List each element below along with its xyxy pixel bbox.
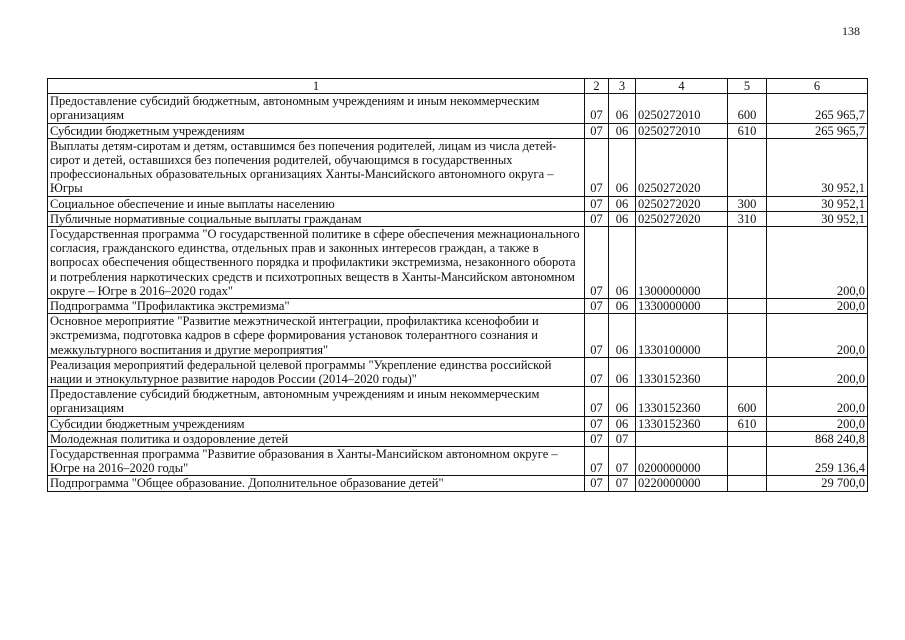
row-expense-type: 310: [728, 211, 767, 226]
header-col-2: 2: [585, 79, 609, 94]
row-name: Реализация мероприятий федеральной целевой программы "Укрепление единства российской нации и этнокультурное развитие народов России (2014–2020 годы)": [48, 357, 585, 386]
table-row: [48, 476, 868, 491]
row-amount: 29 700,0: [767, 476, 868, 491]
row-expense-type: [728, 357, 767, 386]
header-col-6: 6: [767, 79, 868, 94]
row-target-code: 1330152360: [636, 357, 728, 386]
row-amount: 868 240,8: [767, 431, 868, 446]
page-number: 138: [842, 24, 860, 38]
row-target-code: 1330000000: [636, 299, 728, 314]
table-row: [48, 94, 868, 123]
row-subsection: 07: [609, 447, 636, 476]
row-name: Предоставление субсидий бюджетным, автономным учреждениям и иным некоммерческим организациям: [48, 387, 585, 416]
row-expense-type: 600: [728, 94, 767, 123]
table-row: [48, 196, 868, 211]
row-subsection: 06: [609, 387, 636, 416]
row-target-code: [636, 431, 728, 446]
table-row: [48, 387, 868, 416]
row-expense-type: 610: [728, 123, 767, 138]
row-section: 07: [585, 123, 609, 138]
row-amount: 200,0: [767, 314, 868, 358]
table-row: [48, 314, 868, 358]
row-subsection: 06: [609, 94, 636, 123]
row-amount: 200,0: [767, 416, 868, 431]
row-amount: 265 965,7: [767, 94, 868, 123]
header-col-5: 5: [728, 79, 767, 94]
row-amount: 200,0: [767, 357, 868, 386]
row-section: 07: [585, 299, 609, 314]
table-row: [48, 447, 868, 476]
row-target-code: 0250272010: [636, 123, 728, 138]
row-subsection: 06: [609, 138, 636, 196]
row-subsection: 06: [609, 211, 636, 226]
table-header-row: [48, 79, 868, 94]
row-name: Выплаты детям-сиротам и детям, оставшимся без попечения родителей, лицам из числа детей-сирот и детей, оставшихся без попечения родителей, обучающимся в государственных профессиональных образовательных организациях Ханты-Мансийского автономного округа – Югры: [48, 138, 585, 196]
row-amount: 200,0: [767, 227, 868, 299]
header-col-1: 1: [48, 79, 585, 94]
row-target-code: 0250272020: [636, 138, 728, 196]
row-expense-type: [728, 138, 767, 196]
row-target-code: 0250272020: [636, 211, 728, 226]
row-amount: 200,0: [767, 387, 868, 416]
row-expense-type: 610: [728, 416, 767, 431]
row-section: 07: [585, 447, 609, 476]
budget-table: [47, 78, 868, 492]
table-row: [48, 123, 868, 138]
table-row: [48, 431, 868, 446]
row-amount: 30 952,1: [767, 138, 868, 196]
header-col-4: 4: [636, 79, 728, 94]
row-name: Государственная программа "О государственной политике в сфере обеспечения межнационального согласия, гражданского единства, отдельных прав и законных интересов граждан, а также в вопросах обеспечения общественного порядка и профилактики экстремизма, незаконного оборота и потребления наркотических средств и психотропных веществ в Ханты-Мансийском автономном округе – Югре в 2016–2020 годах": [48, 227, 585, 299]
row-amount: 259 136,4: [767, 447, 868, 476]
row-section: 07: [585, 387, 609, 416]
row-section: 07: [585, 314, 609, 358]
row-name: Предоставление субсидий бюджетным, автономным учреждениям и иным некоммерческим организациям: [48, 94, 585, 123]
row-target-code: 1300000000: [636, 227, 728, 299]
row-subsection: 06: [609, 416, 636, 431]
table-row: [48, 357, 868, 386]
row-expense-type: 300: [728, 196, 767, 211]
row-target-code: 0250272020: [636, 196, 728, 211]
row-target-code: 1330100000: [636, 314, 728, 358]
row-subsection: 06: [609, 314, 636, 358]
row-target-code: 1330152360: [636, 416, 728, 431]
row-section: 07: [585, 227, 609, 299]
row-subsection: 06: [609, 299, 636, 314]
row-target-code: 0220000000: [636, 476, 728, 491]
row-amount: 30 952,1: [767, 196, 868, 211]
row-name: Молодежная политика и оздоровление детей: [48, 431, 585, 446]
row-subsection: 07: [609, 431, 636, 446]
row-amount: 200,0: [767, 299, 868, 314]
table-row: [48, 138, 868, 196]
row-name: Публичные нормативные социальные выплаты гражданам: [48, 211, 585, 226]
row-name: Субсидии бюджетным учреждениям: [48, 416, 585, 431]
row-section: 07: [585, 416, 609, 431]
row-expense-type: [728, 431, 767, 446]
row-section: 07: [585, 431, 609, 446]
table-row: [48, 299, 868, 314]
row-name: Государственная программа "Развитие образования в Ханты-Мансийском автономном округе – Югре на 2016–2020 годы": [48, 447, 585, 476]
row-name: Основное мероприятие "Развитие межэтнической интеграции, профилактика ксенофобии и экстремизма, подготовка кадров в сфере формирования установок толерантного сознания и межкультурного воспитания и другие мероприятия": [48, 314, 585, 358]
row-subsection: 06: [609, 123, 636, 138]
table-row: [48, 416, 868, 431]
row-target-code: 0250272010: [636, 94, 728, 123]
row-target-code: 0200000000: [636, 447, 728, 476]
row-target-code: 1330152360: [636, 387, 728, 416]
row-expense-type: 600: [728, 387, 767, 416]
row-amount: 265 965,7: [767, 123, 868, 138]
row-expense-type: [728, 299, 767, 314]
row-subsection: 07: [609, 476, 636, 491]
row-expense-type: [728, 314, 767, 358]
row-subsection: 06: [609, 227, 636, 299]
row-name: Подпрограмма "Общее образование. Дополнительное образование детей": [48, 476, 585, 491]
row-section: 07: [585, 94, 609, 123]
row-expense-type: [728, 227, 767, 299]
row-amount: 30 952,1: [767, 211, 868, 226]
row-section: 07: [585, 196, 609, 211]
row-name: Подпрограмма "Профилактика экстремизма": [48, 299, 585, 314]
row-name: Субсидии бюджетным учреждениям: [48, 123, 585, 138]
row-section: 07: [585, 138, 609, 196]
row-subsection: 06: [609, 196, 636, 211]
table-row: [48, 211, 868, 226]
row-expense-type: [728, 476, 767, 491]
row-name: Социальное обеспечение и иные выплаты населению: [48, 196, 585, 211]
header-col-3: 3: [609, 79, 636, 94]
row-expense-type: [728, 447, 767, 476]
row-section: 07: [585, 476, 609, 491]
row-section: 07: [585, 357, 609, 386]
table-row: [48, 227, 868, 299]
row-subsection: 06: [609, 357, 636, 386]
row-section: 07: [585, 211, 609, 226]
